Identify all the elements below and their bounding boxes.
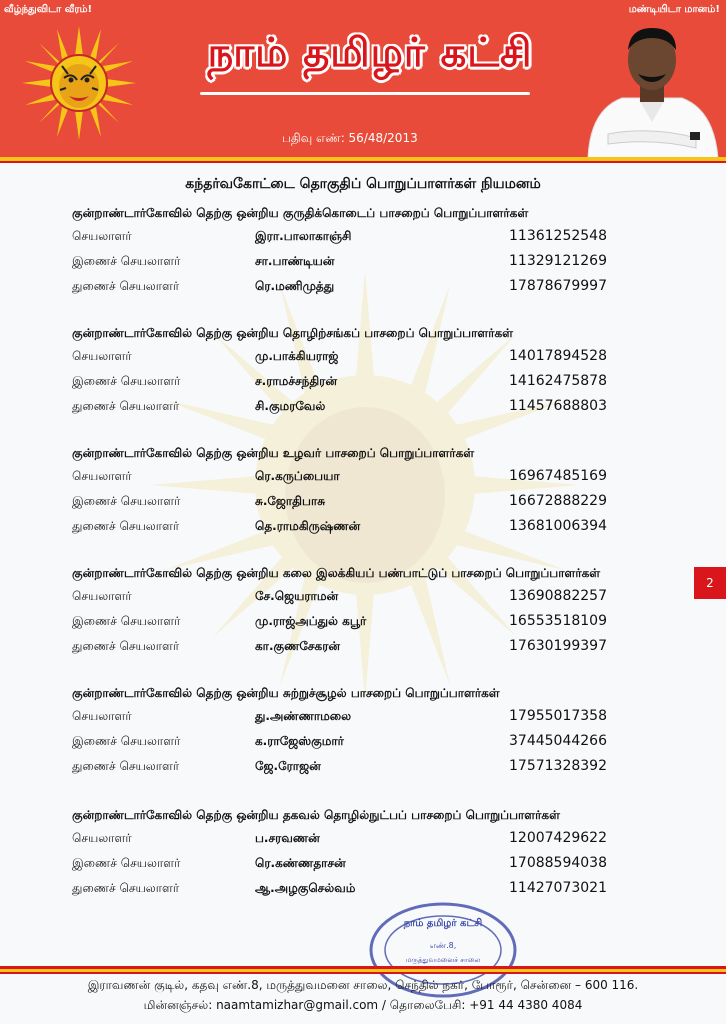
person-name: க.ராஜேஸ்குமார் bbox=[255, 734, 344, 748]
phone-number: 16672888229 bbox=[509, 493, 607, 509]
section-blood-donation bbox=[72, 202, 652, 299]
tiger-sun-logo-icon bbox=[22, 26, 136, 140]
role-label: துணைச் செயலாளர் bbox=[72, 639, 180, 653]
motto-left: வீழ்ந்துவிடா வீரம்! bbox=[4, 4, 93, 15]
table-row bbox=[72, 729, 652, 754]
phone-number: 16967485169 bbox=[509, 468, 607, 484]
role-label: செயலாளர் bbox=[72, 831, 132, 845]
letterhead-header bbox=[0, 0, 726, 158]
role-label: இணைச் செயலாளர் bbox=[72, 614, 181, 628]
phone-number: 14162475878 bbox=[509, 373, 607, 389]
role-label: துணைச் செயலாளர் bbox=[72, 759, 180, 773]
person-name: சி.குமரவேல் bbox=[255, 399, 326, 413]
section-heading: குன்றாண்டார்கோவில் தெற்கு ஒன்றிய உழவர் பாசறைப் பொறுப்பாளர்கள் bbox=[72, 446, 475, 460]
person-name: ரெ.கண்ணதாசன் bbox=[255, 856, 346, 870]
person-name: ஆ.அழகுசெல்வம் bbox=[255, 881, 356, 895]
table-row bbox=[72, 369, 652, 394]
table-row bbox=[72, 514, 652, 539]
person-name: து.அண்ணாமலை bbox=[255, 709, 352, 723]
table-row bbox=[72, 826, 652, 851]
role-label: இணைச் செயலாளர் bbox=[72, 374, 181, 388]
table-row bbox=[72, 634, 652, 659]
section-arts-culture bbox=[72, 562, 652, 659]
person-name: ஜே.ரோஜன் bbox=[255, 759, 321, 773]
section-farmers bbox=[72, 442, 652, 539]
role-label: செயலாளர் bbox=[72, 229, 132, 243]
role-label: செயலாளர் bbox=[72, 589, 132, 603]
phone-number: 37445044266 bbox=[509, 733, 607, 749]
document-title: கந்தர்வகோட்டை தொகுதிப் பொறுப்பாளர்கள் நியமனம் bbox=[185, 176, 541, 192]
title-underline bbox=[200, 92, 530, 95]
registration-number: பதிவு எண்: 56/48/2013 bbox=[282, 131, 418, 145]
person-name: தெ.ராமகிருஷ்ணன் bbox=[255, 519, 361, 533]
phone-number: 17955017358 bbox=[509, 708, 607, 724]
person-name: ச.ராமச்சந்திரன் bbox=[255, 374, 337, 388]
person-name: சே.ஜெயராமன் bbox=[255, 589, 339, 603]
person-name: ப.சரவணன் bbox=[255, 831, 320, 845]
page-number-badge: 2 bbox=[694, 567, 726, 599]
phone-number: 17630199397 bbox=[509, 638, 607, 654]
stamp-text-top: நாம் தமிழர் கட்சி bbox=[403, 918, 483, 929]
party-name-title: நாம் தமிழர் கட்சி bbox=[207, 30, 533, 76]
table-row bbox=[72, 584, 652, 609]
section-heading: குன்றாண்டார்கோவில் தெற்கு ஒன்றிய தகவல் தொழில்நுட்பப் பாசறைப் பொறுப்பாளர்கள் bbox=[72, 808, 560, 822]
person-name: ரெ.கருப்பையா bbox=[255, 469, 340, 483]
role-label: இணைச் செயலாளர் bbox=[72, 494, 181, 508]
role-label: செயலாளர் bbox=[72, 349, 132, 363]
table-row bbox=[72, 876, 652, 901]
table-row bbox=[72, 274, 652, 299]
phone-number: 11361252548 bbox=[509, 228, 607, 244]
section-trade-union bbox=[72, 322, 652, 419]
section-environment bbox=[72, 682, 652, 779]
table-row bbox=[72, 464, 652, 489]
phone-number: 17088594038 bbox=[509, 855, 607, 871]
phone-number: 17878679997 bbox=[509, 278, 607, 294]
person-name: கா.குணசேகரன் bbox=[255, 639, 341, 653]
phone-number: 13690882257 bbox=[509, 588, 607, 604]
table-row bbox=[72, 851, 652, 876]
section-heading: குன்றாண்டார்கோவில் தெற்கு ஒன்றிய கலை இலக்கியப் பண்பாட்டுப் பாசறைப் பொறுப்பாளர்கள் bbox=[72, 566, 601, 580]
leader-portrait-image bbox=[578, 14, 726, 158]
table-row bbox=[72, 754, 652, 779]
table-row bbox=[72, 344, 652, 369]
phone-number: 16553518109 bbox=[509, 613, 607, 629]
section-heading: குன்றாண்டார்கோவில் தெற்கு ஒன்றிய குருதிக்கொடைப் பாசறைப் பொறுப்பாளர்கள் bbox=[72, 206, 529, 220]
table-row bbox=[72, 224, 652, 249]
motto-right: மண்டியிடா மானம்! bbox=[628, 4, 720, 15]
table-row bbox=[72, 609, 652, 634]
table-row bbox=[72, 489, 652, 514]
header-stripe-red bbox=[0, 161, 726, 163]
phone-number: 11329121269 bbox=[509, 253, 607, 269]
role-label: இணைச் செயலாளர் bbox=[72, 254, 181, 268]
stamp-text-mid: எண்.8, bbox=[429, 941, 457, 950]
phone-number: 13681006394 bbox=[509, 518, 607, 534]
section-heading: குன்றாண்டார்கோவில் தெற்கு ஒன்றிய தொழிற்சங்கப் பாசறைப் பொறுப்பாளர்கள் bbox=[72, 326, 513, 340]
footer-contact: மின்னஞ்சல்: naamtamizhar@gmail.com / தொலைபேசி: +91 44 4380 4084 bbox=[143, 998, 583, 1012]
role-label: இணைச் செயலாளர் bbox=[72, 856, 181, 870]
person-name: சா.பாண்டியன் bbox=[255, 254, 335, 268]
role-label: துணைச் செயலாளர் bbox=[72, 399, 180, 413]
phone-number: 11427073021 bbox=[509, 880, 607, 896]
section-heading: குன்றாண்டார்கோவில் தெற்கு ஒன்றிய சுற்றுச்சூழல் பாசறைப் பொறுப்பாளர்கள் bbox=[72, 686, 500, 700]
phone-number: 11457688803 bbox=[509, 398, 607, 414]
role-label: துணைச் செயலாளர் bbox=[72, 519, 180, 533]
person-name: ரெ.மணிமுத்து bbox=[255, 279, 335, 293]
table-row bbox=[72, 249, 652, 274]
person-name: இரா.பாலாகாஞ்சி bbox=[255, 229, 352, 243]
role-label: துணைச் செயலாளர் bbox=[72, 881, 180, 895]
person-name: மு.ராஜ்அப்துல் கபூர் bbox=[255, 614, 367, 628]
footer-stripe-red bbox=[0, 972, 726, 974]
phone-number: 17571328392 bbox=[509, 758, 607, 774]
section-information-technology bbox=[72, 804, 652, 901]
role-label: செயலாளர் bbox=[72, 469, 132, 483]
role-label: செயலாளர் bbox=[72, 709, 132, 723]
person-name: சு.ஜோதிபாசு bbox=[255, 494, 326, 508]
footer-address: இராவணன் குடில், கதவு எண்.8, மருத்துவமனை சாலை, செந்தில் நகர், போரூர், சென்னை – 600 116. bbox=[87, 978, 639, 992]
person-name: மு.பாக்கியராஜ் bbox=[255, 349, 339, 363]
phone-number: 12007429622 bbox=[509, 830, 607, 846]
stamp-text-low: மருத்துவமனைச் சாலை bbox=[405, 956, 481, 964]
phone-number: 14017894528 bbox=[509, 348, 607, 364]
table-row bbox=[72, 704, 652, 729]
table-row bbox=[72, 394, 652, 419]
role-label: துணைச் செயலாளர் bbox=[72, 279, 180, 293]
role-label: இணைச் செயலாளர் bbox=[72, 734, 181, 748]
